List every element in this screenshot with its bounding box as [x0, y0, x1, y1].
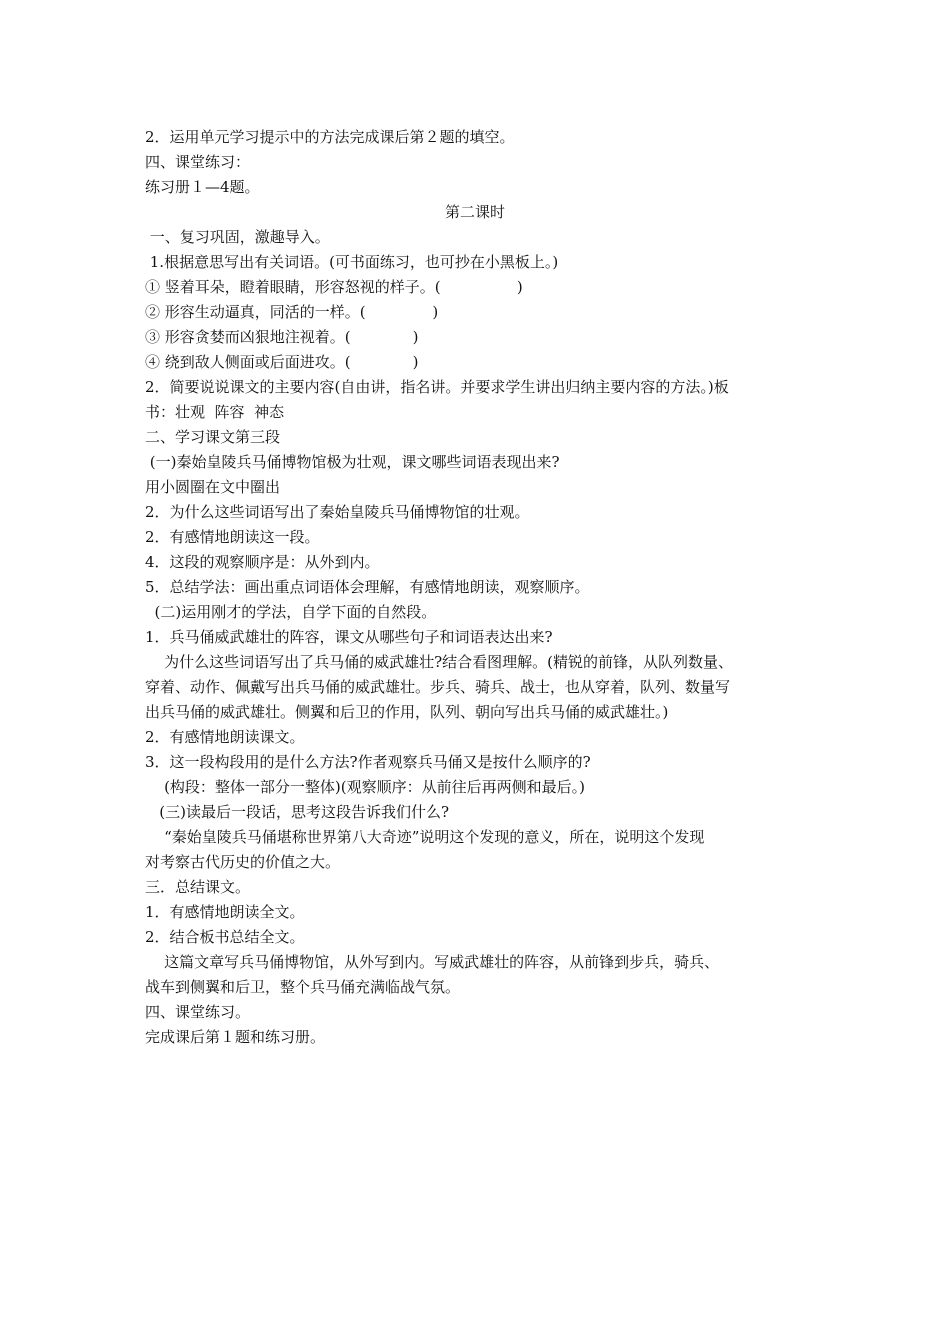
text-line: 穿着、动作、佩戴写出兵马俑的威武雄壮。步兵、骑兵、战士，也从穿着，队列、数量写: [145, 678, 731, 696]
text-line: 二、学习课文第三段: [145, 428, 281, 446]
text-line: 三．总结课文。: [145, 878, 251, 896]
text-line: 4．这段的观察顺序是：从外到内。: [145, 553, 380, 571]
text-line: ① 竖着耳朵，瞪着眼睛，形容怒视的样子。( ): [145, 278, 523, 296]
text-line: 1．兵马俑威武雄壮的阵容，课文从哪些句子和词语表达出来?: [145, 628, 553, 646]
text-line: 3．这一段构段用的是什么方法?作者观察兵马俑又是按什么顺序的?: [145, 753, 591, 771]
text-line: 完成课后第１题和练习册。: [145, 1028, 326, 1046]
section-heading: 第二课时: [444, 203, 505, 221]
text-line: (一)秦始皇陵兵马俑博物馆极为壮观，课文哪些词语表现出来?: [145, 453, 560, 471]
text-line: 练习册１—4题。: [145, 178, 260, 196]
text-line: ② 形容生动逼真，同活的一样。( ): [145, 303, 439, 321]
text-line: “秦始皇陵兵马俑堪称世界第八大奇迹”说明这个发现的意义，所在，说明这个发现: [145, 828, 705, 846]
text-line: (构段：整体一部分一整体)(观察顺序：从前往后再两侧和最后。): [145, 778, 585, 796]
text-line: 为什么这些词语写出了兵马俑的威武雄壮?结合看图理解。(精锐的前锋，从队列数量、: [145, 653, 733, 671]
text-line: 对考察古代历史的价值之大。: [145, 853, 341, 871]
text-line: 书：壮观 阵容 神态: [145, 403, 285, 421]
text-line: ④ 绕到敌人侧面或后面进攻。( ): [145, 353, 419, 371]
text-line: (三)读最后一段话，思考这段告诉我们什么?: [145, 803, 450, 821]
text-line: 2．有感情地朗读课文。: [145, 728, 305, 746]
text-line: 2．有感情地朗读这一段。: [145, 528, 320, 546]
text-line: 出兵马俑的威武雄壮。侧翼和后卫的作用，队列、朝向写出兵马俑的威武雄壮。): [145, 703, 669, 721]
text-line: 2．结合板书总结全文。: [145, 928, 305, 946]
text-line: (二)运用刚才的学法，自学下面的自然段。: [145, 603, 437, 621]
text-line: 四、课堂练习。: [145, 1003, 251, 1021]
text-line: 1.根据意思写出有关词语。(可书面练习，也可抄在小黑板上。): [145, 253, 559, 271]
text-line: 5．总结学法：画出重点词语体会理解，有感情地朗读，观察顺序。: [145, 578, 590, 596]
text-line: 2．运用单元学习提示中的方法完成课后第２题的填空。: [145, 128, 515, 146]
text-line: 2．简要说说课文的主要内容(自由讲，指名讲。并要求学生讲出归纳主要内容的方法。)板: [145, 378, 729, 396]
text-line: 1．有感情地朗读全文。: [145, 903, 305, 921]
text-line: 2．为什么这些词语写出了秦始皇陵兵马俑博物馆的壮观。: [145, 503, 530, 521]
text-line: 这篇文章写兵马俑博物馆，从外写到内。写威武雄壮的阵容，从前锋到步兵，骑兵、: [145, 953, 720, 971]
text-line: ③ 形容贪婪而凶狠地注视着。( ): [145, 328, 419, 346]
text-line: 用小圆圈在文中圈出: [145, 478, 281, 496]
text-line: 一、复习巩固，激趣导入。: [145, 228, 330, 246]
text-line: 四、课堂练习：: [145, 153, 251, 171]
text-line: 战车到侧翼和后卫，整个兵马俑充满临战气氛。: [145, 978, 461, 996]
